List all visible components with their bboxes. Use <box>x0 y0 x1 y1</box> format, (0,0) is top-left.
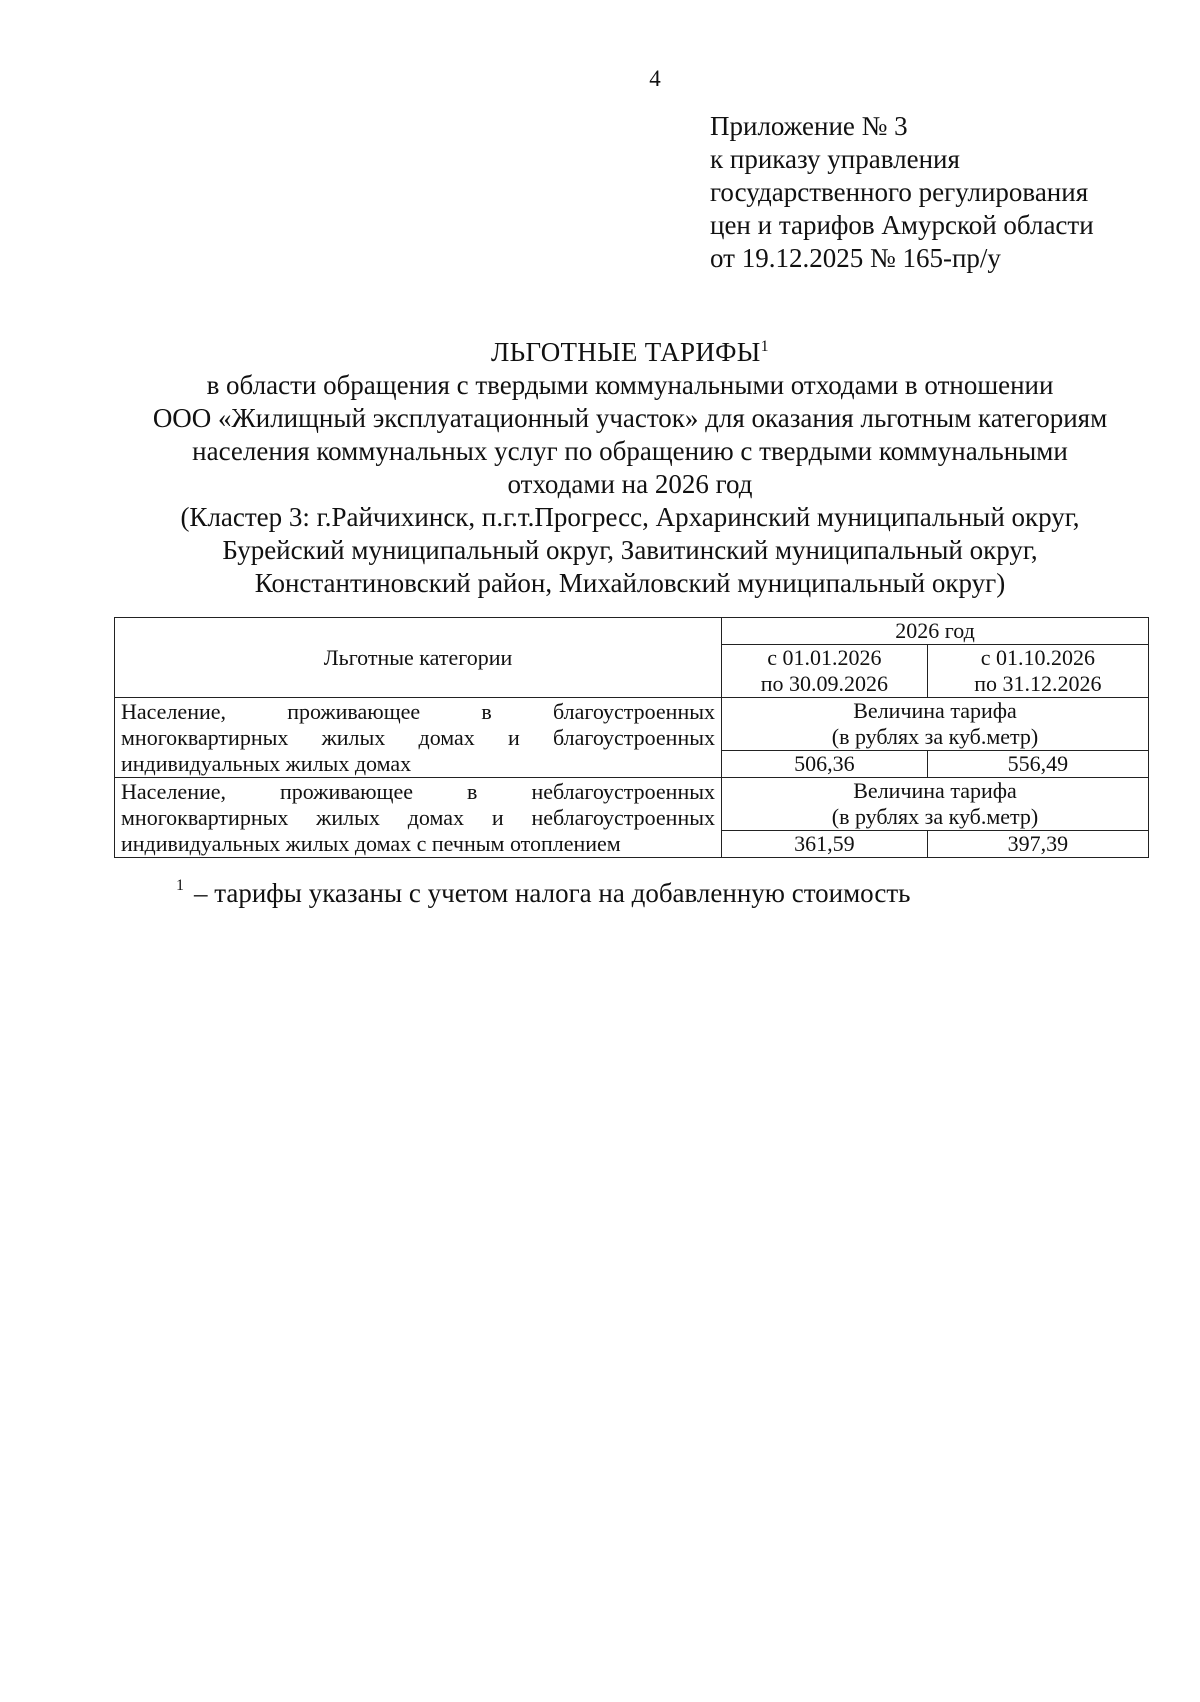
table-row <box>115 698 1149 751</box>
footnote-reference: 1 <box>760 338 769 355</box>
unit-line: (в рублях за куб.метр) <box>831 804 1039 829</box>
period-end: по 31.12.2026 <box>974 671 1102 696</box>
footnote <box>176 878 910 909</box>
document-title <box>110 336 1150 369</box>
period-start: с 01.01.2026 <box>767 645 882 670</box>
appendix-line: государственного регулирования <box>710 177 1089 207</box>
tariff-value: 361,59 <box>722 831 928 858</box>
tariff-value: 397,39 <box>927 831 1148 858</box>
appendix-line: от 19.12.2025 № 165-пр/у <box>710 243 1001 273</box>
subtitle-line: Константиновский район, Михайловский муниципальный округ) <box>254 568 1006 598</box>
period-start: с 01.10.2026 <box>980 645 1096 670</box>
appendix-line: цен и тарифов Амурской области <box>710 210 1094 240</box>
category-line: индивидуальных жилых домах с печным отоплением <box>121 830 621 856</box>
period-end: по 30.09.2026 <box>760 671 889 696</box>
document-title-text: ЛЬГОТНЫЕ ТАРИФЫ <box>491 337 761 367</box>
tariff-value: 556,49 <box>927 751 1148 778</box>
unit-line: Величина тарифа <box>853 698 1017 723</box>
page-number: 4 <box>649 66 661 91</box>
footnote-text: – тарифы указаны с учетом налога на добавленную стоимость <box>194 878 911 908</box>
tariff-value: 506,36 <box>722 751 928 778</box>
subtitle-line: населения коммунальных услуг по обращению с твердыми коммунальными <box>192 436 1068 466</box>
unit-line: (в рублях за куб.метр) <box>831 724 1039 749</box>
header-year: 2026 год <box>722 618 1149 645</box>
category-line: многоквартирных жилых домах и благоустроенных <box>121 724 716 750</box>
header-period-1 <box>722 645 928 698</box>
subtitle-line: в области обращения с твердыми коммунальными отходами в отношении <box>206 370 1054 400</box>
unit-cell <box>722 778 1149 831</box>
category-cell <box>115 778 722 858</box>
category-line: индивидуальных жилых домах <box>121 750 412 776</box>
unit-cell <box>722 698 1149 751</box>
category-line: Население, проживающее в неблагоустроенных <box>121 778 716 804</box>
category-line: Население, проживающее в благоустроенных <box>121 698 716 724</box>
table-header-row <box>115 618 1149 645</box>
appendix-block <box>710 110 1094 275</box>
header-period-2 <box>927 645 1148 698</box>
category-line: многоквартирных жилых домах и неблагоустроенных <box>121 804 716 830</box>
subtitle-line: Бурейский муниципальный округ, Завитинский муниципальный округ, <box>222 535 1038 565</box>
footnote-mark: 1 <box>176 877 184 894</box>
tariffs-table <box>114 617 1149 858</box>
appendix-line: к приказу управления <box>710 144 960 174</box>
unit-line: Величина тарифа <box>853 778 1017 803</box>
appendix-line: Приложение № 3 <box>710 111 908 141</box>
subtitle-line: ООО «Жилищный эксплуатационный участок» для оказания льготным категориям <box>152 403 1108 433</box>
subtitle-line: отходами на 2026 год <box>507 469 753 499</box>
header-category: Льготные категории <box>115 618 722 698</box>
category-cell <box>115 698 722 778</box>
table-row <box>115 778 1149 831</box>
document-title-block <box>110 336 1150 600</box>
subtitle-line: (Кластер 3: г.Райчихинск, п.г.т.Прогресс, Архаринский муниципальный округ, <box>180 502 1080 532</box>
